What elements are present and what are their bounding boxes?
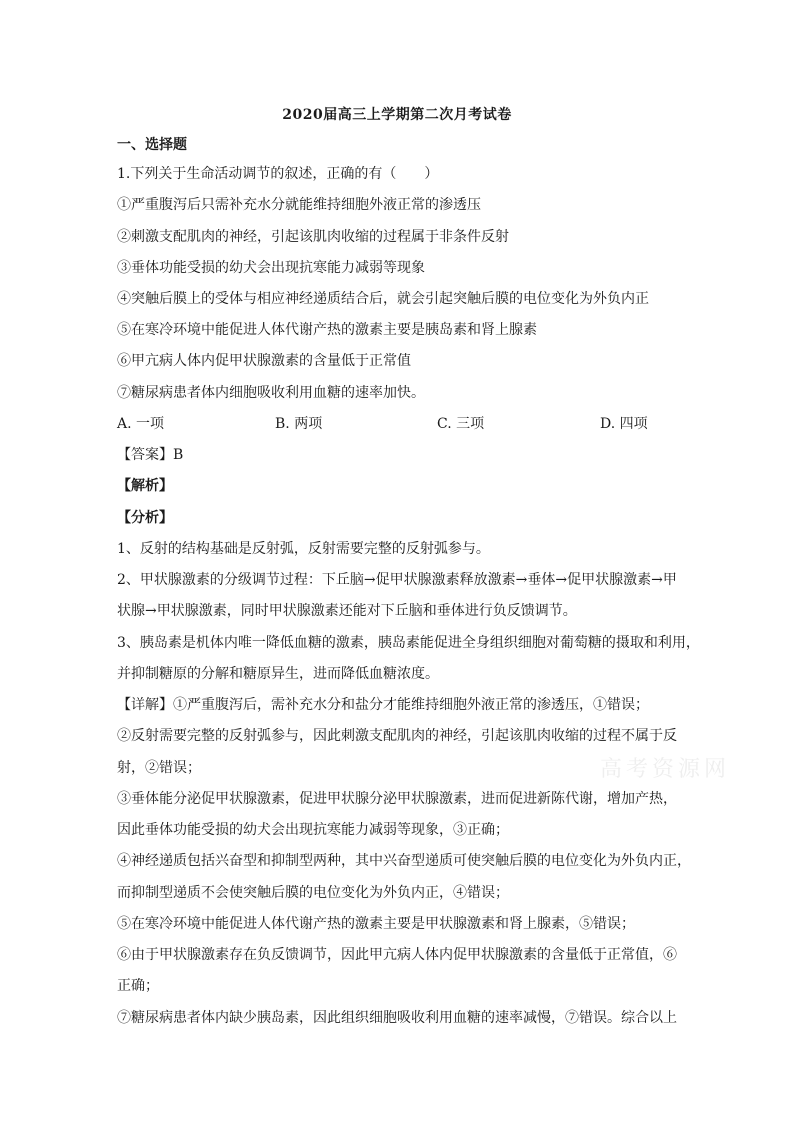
watermark: 高考资源网 — [600, 757, 731, 782]
fenxi-label: 【分析】 — [117, 510, 173, 526]
option-b: B. 两项 — [275, 416, 323, 432]
detail-line-1: 【详解】①严重腹泻后，需补充水分和盐分才能维持细胞外液正常的渗透压，①错误； — [117, 697, 649, 713]
detail-line-9: ⑥由于甲状腺激素存在负反馈调节，因此甲亢病人体内促甲状腺激素的含量低于正常值，⑥ — [117, 947, 677, 963]
detail-line-7: 而抑制型递质不会使突触后膜的电位变化为外负内正，④错误； — [117, 885, 509, 901]
section-heading: 一、选择题 — [117, 137, 187, 153]
detail-line-11: ⑦糖尿病患者体内缺少胰岛素，因此组织细胞吸收利用血糖的速率减慢，⑦错误。综合以上 — [117, 1010, 677, 1026]
statement-1: ①严重腹泻后只需补充水分就能维持细胞外液正常的渗透压 — [117, 197, 481, 213]
detail-line-8: ⑤在寒冷环境中能促进人体代谢产热的激素主要是甲状腺激素和肾上腺素，⑤错误； — [117, 916, 635, 932]
detail-line-6: ④神经递质包括兴奋型和抑制型两种，其中兴奋型递质可使突触后膜的电位变化为外负内正， — [117, 853, 691, 869]
analysis-line-4: 3、胰岛素是机体内唯一降低血糖的激素，胰岛素能促进全身组织细胞对葡萄糖的摄取和利用， — [117, 635, 700, 651]
document-title: 2020届高三上学期第二次月考试卷 — [282, 107, 512, 123]
detail-line-3: 射，②错误； — [117, 760, 201, 776]
detail-line-10: 正确； — [117, 978, 159, 994]
statement-7: ⑦糖尿病患者体内细胞吸收利用血糖的速率加快。 — [117, 385, 425, 401]
detail-line-5: 因此垂体功能受损的幼犬会出现抗寒能力减弱等现象，③正确； — [117, 822, 509, 838]
answer-options — [117, 414, 677, 434]
analysis-line-2: 2、甲状腺激素的分级调节过程：下丘脑→促甲状腺激素释放激素→垂体→促甲状腺激素→甲 — [117, 572, 677, 588]
statement-4: ④突触后膜上的受体与相应神经递质结合后，就会引起突触后膜的电位变化为外负内正 — [117, 291, 649, 307]
analysis-line-5: 并抑制糖原的分解和糖原异生，进而降低血糖浓度。 — [117, 666, 439, 682]
statement-3: ③垂体功能受损的幼犬会出现抗寒能力减弱等现象 — [117, 260, 425, 276]
statement-6: ⑥甲亢病人体内促甲状腺激素的含量低于正常值 — [117, 353, 411, 369]
detail-line-2: ②反射需要完整的反射弧参与，因此刺激支配肌肉的神经，引起该肌肉收缩的过程不属于反 — [117, 728, 677, 744]
answer-label: 【答案】B — [117, 447, 184, 463]
statement-5: ⑤在寒冷环境中能促进人体代谢产热的激素主要是胰岛素和肾上腺素 — [117, 322, 537, 338]
option-d: D. 四项 — [600, 416, 648, 432]
option-a: A. 一项 — [117, 416, 165, 432]
question-stem: 1.下列关于生命活动调节的叙述，正确的有（ ） — [117, 166, 439, 182]
statement-2: ②刺激支配肌肉的神经，引起该肌肉收缩的过程属于非条件反射 — [117, 229, 509, 245]
analysis-line-3: 状腺→甲状腺激素，同时甲状腺激素还能对下丘脑和垂体进行负反馈调节。 — [117, 603, 577, 619]
detail-line-4: ③垂体能分泌促甲状腺激素，促进甲状腺分泌甲状腺激素，进而促进新陈代谢，增加产热， — [117, 791, 677, 807]
analysis-line-1: 1、反射的结构基础是反射弧，反射需要完整的反射弧参与。 — [117, 541, 490, 557]
analysis-label: 【解析】 — [117, 478, 173, 494]
option-c: C. 三项 — [437, 416, 485, 432]
